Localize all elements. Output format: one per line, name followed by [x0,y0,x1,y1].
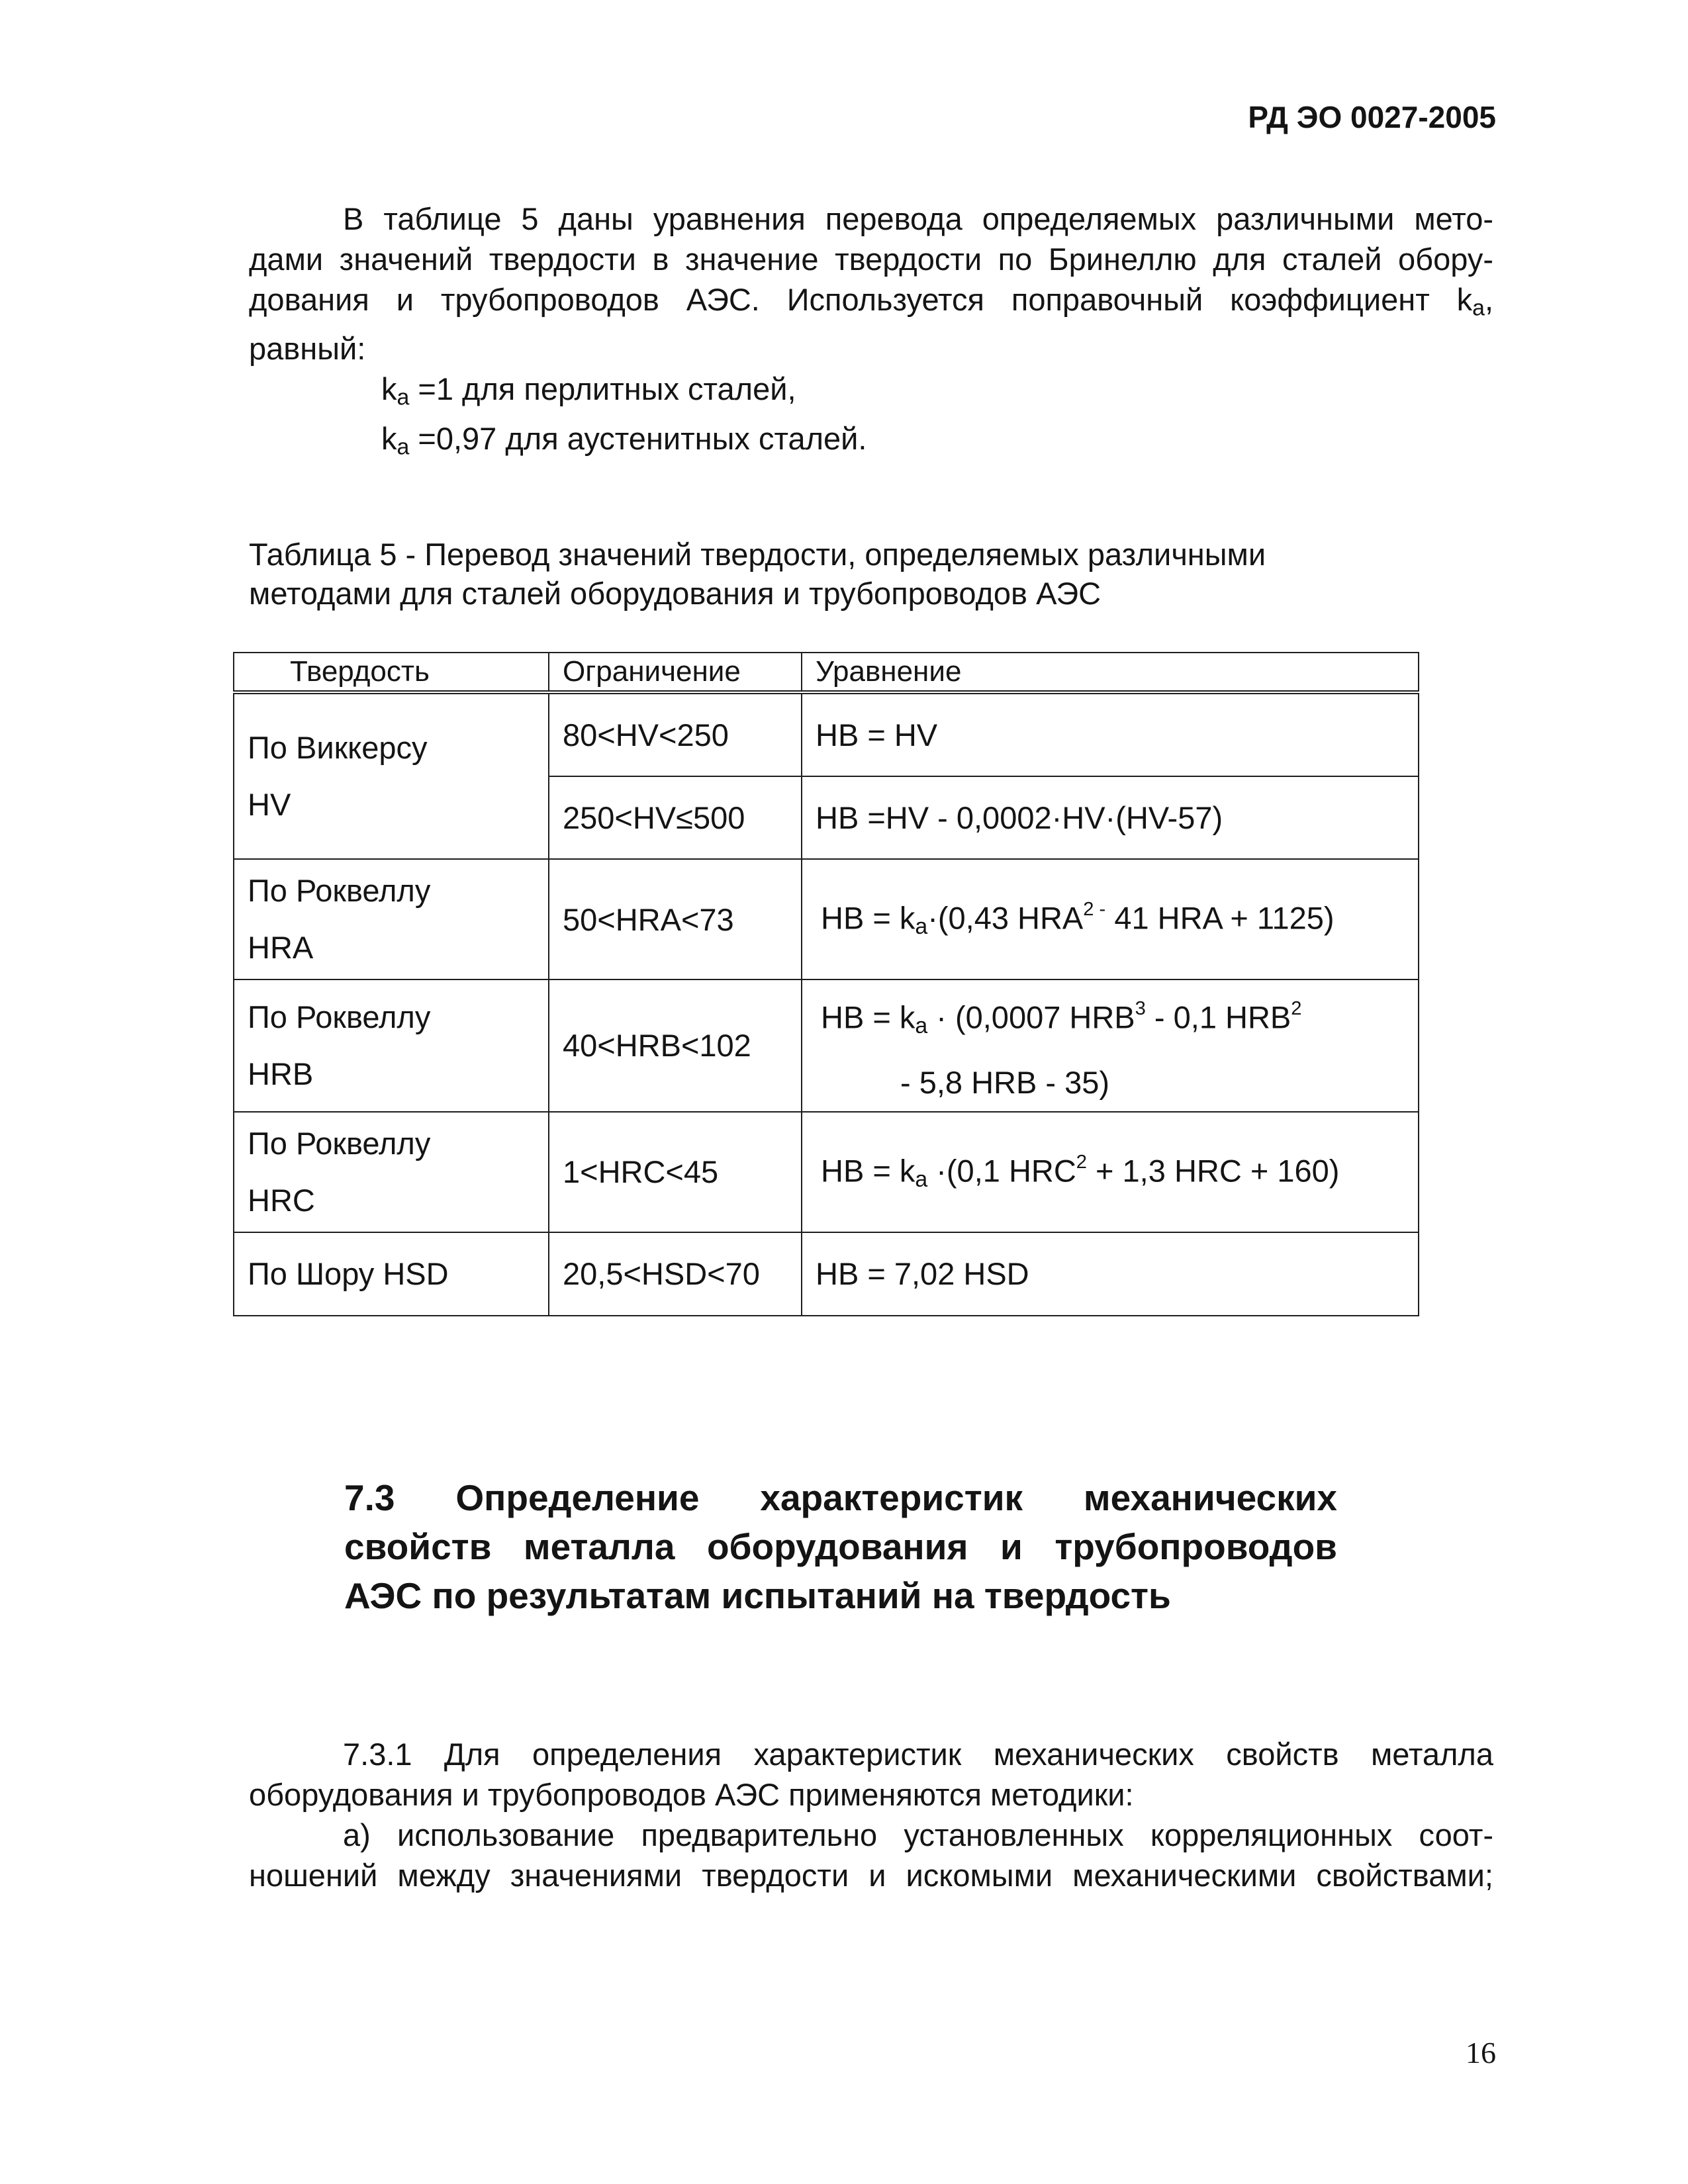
cell-hardness-hv [234,692,549,859]
hardness-table [233,652,1419,1316]
intro-line-3 [249,279,1493,328]
table-header-row [234,653,1419,692]
eq-sub: a [915,1013,928,1038]
body-paragraph [249,1734,1493,1895]
coef-line-2 [249,418,1493,467]
hardness-method: По Роквеллу [248,1125,431,1161]
eq-line-2: - 5,8 HRB - 35) [900,1064,1110,1100]
cell-limit: 1<HRC<45 [549,1112,802,1232]
document-code: РД ЭО 0027-2005 [1248,100,1496,134]
intro-line-4: равный: [249,331,366,367]
intro-line-1: В таблице 5 даны уравнения перевода определяемых различными мето- [343,201,1493,236]
cell-limit: 50<HRA<73 [549,859,802,979]
cell-equation [802,859,1419,979]
cell-equation: HB = 7,02 HSD [802,1232,1419,1316]
cell-limit: 250<HV≤500 [549,776,802,859]
intro-paragraph [249,199,1493,467]
cell-equation [802,1112,1419,1232]
table-caption-line: Таблица 5 - Перевод значений твердости, определяемых различными [249,537,1266,572]
coef-line-1 [249,369,1493,418]
eq-sup: 2 - [1083,899,1106,921]
section-heading-line: АЭС по результатам испытаний на твердость [344,1575,1171,1616]
body-line: оборудования и трубопроводов АЭС применяются методики: [249,1777,1134,1812]
page-number: 16 [1466,2036,1496,2070]
eq-part: HB = k [821,999,915,1035]
cell-limit: 80<HV<250 [549,692,802,776]
column-header-equation: Уравнение [802,653,1419,692]
cell-hardness-hrc [234,1112,549,1232]
cell-equation [802,979,1419,1112]
eq-part: - 0,1 HRB [1145,999,1291,1035]
eq-part: 41 HRA + 1125) [1105,900,1335,936]
coef-text: =1 для перлитных сталей, [409,371,796,407]
section-heading-line: свойств металла оборудования и трубопроводов [344,1526,1337,1567]
section-heading-line: 7.3 Определение характеристик механических [344,1477,1337,1518]
hardness-scale: HRA [248,930,314,965]
coef-sub: a [397,434,410,460]
eq-part: · (0,0007 HRB [927,999,1135,1035]
table-row [234,979,1419,1112]
cell-equation: HB = HV [802,692,1419,776]
eq-line-1 [821,980,1418,1054]
table-row [234,1112,1419,1232]
table-caption [249,535,1440,613]
eq-sub: a [915,1166,928,1192]
table-row [234,692,1419,776]
cell-equation: HB =HV - 0,0002·HV·(HV-57) [802,776,1419,859]
column-header-limit: Ограничение [549,653,802,692]
intro-line-3-text: дования и трубопроводов АЭС. Используется поправочный коэффициент k [249,282,1473,317]
eq-sup: 3 [1135,998,1146,1019]
hardness-method: По Роквеллу [248,999,431,1034]
eq-sup: 2 [1076,1151,1087,1173]
coef-text: =0,97 для аустенитных сталей. [409,420,867,456]
eq-part: HB = k [821,1153,915,1189]
hardness-scale: HV [248,787,291,822]
eq-part: + 1,3 HRC + 160) [1086,1153,1340,1189]
cell-limit: 20,5<HSD<70 [549,1232,802,1316]
table-row [234,859,1419,979]
eq-part: ·(0,1 HRC [927,1153,1076,1189]
coef-k: k [381,420,397,456]
hardness-scale: HRB [248,1056,314,1091]
body-line: 7.3.1 Для определения характеристик механических свойств металла [343,1737,1493,1772]
eq-sub: a [915,913,928,939]
coef-k: k [381,371,397,407]
body-line: а) использование предварительно установленных корреляционных соот- [343,1817,1493,1852]
cell-hardness-hrb [234,979,549,1112]
intro-line-3-tail: , [1484,282,1493,317]
body-line: ношений между значениями твердости и искомыми механическими свойствами; [249,1858,1493,1893]
table-caption-line: методами для сталей оборудования и трубопроводов АЭС [249,576,1102,611]
cell-hardness-hra [234,859,549,979]
eq-part: ·(0,43 HRA [927,900,1084,936]
hardness-method: По Роквеллу [248,873,431,908]
column-header-hardness: Твердость [234,653,549,692]
hardness-scale: HRC [248,1182,315,1218]
hardness-method: По Виккерсу [248,730,428,765]
cell-hardness-hsd: По Шору HSD [234,1232,549,1316]
coef-sub: a [397,385,410,410]
cell-limit: 40<HRB<102 [549,979,802,1112]
intro-k-subscript: a [1472,295,1485,321]
eq-sup: 2 [1291,998,1302,1019]
section-heading [344,1473,1337,1620]
eq-part: HB = k [821,900,915,936]
intro-line-2: дами значений твердости в значение твердости по Бринеллю для сталей обору- [249,242,1493,277]
table-row [234,1232,1419,1316]
